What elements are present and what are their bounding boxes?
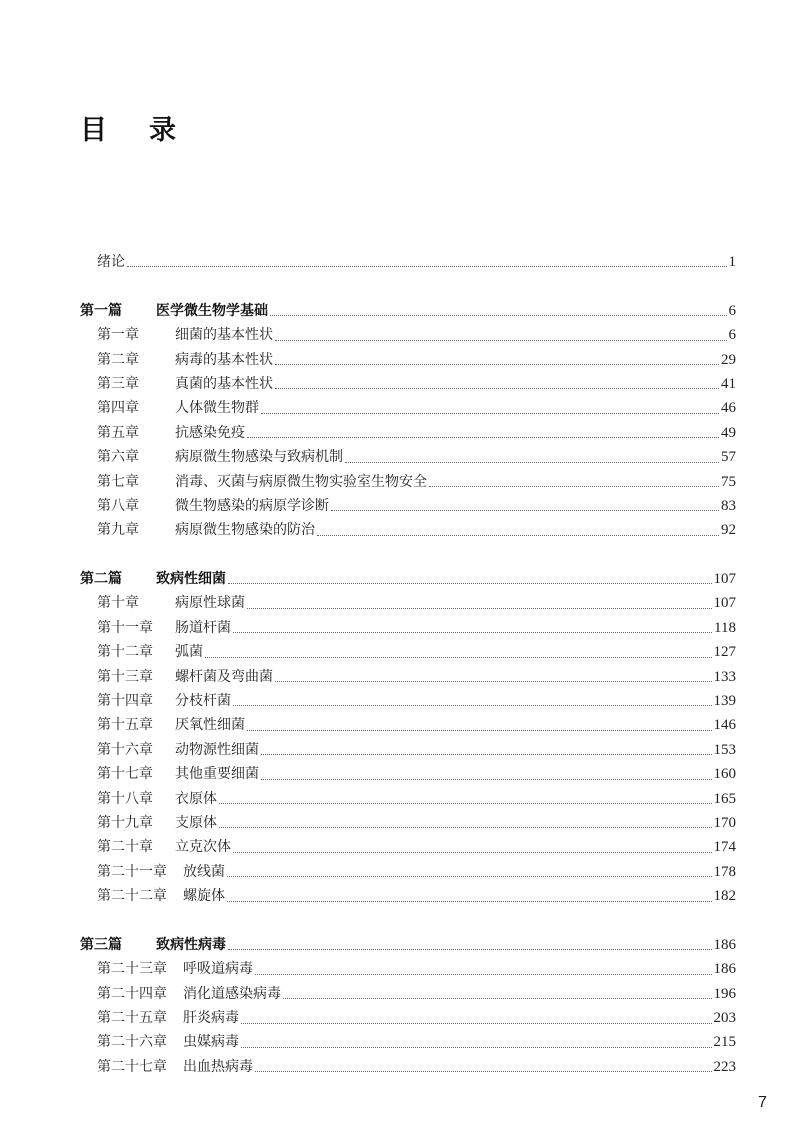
entry-title: 螺旋体 — [183, 888, 225, 905]
spacer — [80, 543, 736, 567]
toc-chapter[interactable] — [80, 738, 736, 762]
entry-label: 第一篇 — [80, 302, 122, 319]
entry-page: 139 — [713, 693, 736, 710]
dot-leader — [228, 949, 712, 950]
toc-chapter[interactable] — [80, 518, 736, 542]
toc-chapter[interactable] — [80, 982, 736, 1006]
entry-text — [97, 762, 259, 786]
dot-leader — [227, 876, 712, 877]
entry-page: 203 — [713, 1010, 736, 1027]
entry-text — [97, 445, 343, 469]
entry-text — [97, 396, 259, 420]
entry-label: 第六章 — [97, 449, 139, 466]
dot-leader — [261, 754, 712, 755]
toc-chapter[interactable] — [80, 1055, 736, 1079]
entry-label: 第三章 — [97, 375, 139, 392]
entry-page: 83 — [721, 497, 736, 514]
entry-text — [97, 494, 329, 518]
entry-page: 92 — [721, 522, 736, 539]
entry-label: 第十二章 — [97, 644, 153, 661]
entry-page: 223 — [713, 1058, 736, 1075]
entry-page: 107 — [713, 571, 736, 588]
dot-leader — [275, 388, 719, 389]
entry-label: 第十六章 — [97, 741, 153, 758]
entry-page: 160 — [713, 766, 736, 783]
entry-text — [97, 1006, 239, 1030]
entry-page: 215 — [713, 1034, 736, 1051]
dot-leader — [233, 705, 712, 706]
entry-title: 绪论 — [97, 253, 125, 270]
entry-text — [80, 933, 226, 957]
entry-label: 第二十一章 — [97, 863, 167, 880]
entry-page: 29 — [721, 351, 736, 368]
entry-text — [97, 982, 281, 1006]
entry-text — [97, 640, 203, 664]
entry-page: 6 — [728, 327, 736, 344]
entry-title: 其他重要细菌 — [175, 766, 259, 783]
entry-page: 49 — [721, 424, 736, 441]
toc-chapter[interactable] — [80, 762, 736, 786]
entry-title: 立克次体 — [175, 839, 231, 856]
entry-title: 呼吸道病毒 — [183, 961, 253, 978]
entry-label: 第二十六章 — [97, 1034, 167, 1051]
entry-title: 放线菌 — [183, 863, 225, 880]
table-of-contents — [80, 250, 736, 1079]
dot-leader — [241, 1023, 712, 1024]
entry-label: 第十四章 — [97, 693, 153, 710]
entry-text — [80, 299, 268, 323]
dot-leader — [227, 901, 712, 902]
entry-title: 支原体 — [175, 814, 217, 831]
entry-page: 146 — [713, 717, 736, 734]
toc-chapter[interactable] — [80, 957, 736, 981]
entry-text — [97, 1055, 253, 1079]
dot-leader — [205, 657, 712, 658]
toc-chapter[interactable] — [80, 421, 736, 445]
entry-label: 第九章 — [97, 522, 139, 539]
entry-title: 病毒的基本性状 — [175, 351, 273, 368]
entry-label: 第十八章 — [97, 790, 153, 807]
entry-page: 170 — [713, 814, 736, 831]
toc-chapter[interactable] — [80, 591, 736, 615]
dot-leader — [283, 998, 712, 999]
spacer — [80, 274, 736, 298]
entry-text — [97, 713, 245, 737]
entry-label: 第十一章 — [97, 619, 153, 636]
entry-title: 病原微生物感染的防治 — [175, 522, 315, 539]
dot-leader — [228, 583, 712, 584]
entry-label: 第四章 — [97, 400, 139, 417]
entry-page: 57 — [721, 449, 736, 466]
entry-title: 致病性细菌 — [156, 571, 226, 588]
toc-chapter[interactable] — [80, 494, 736, 518]
entry-page: 165 — [713, 790, 736, 807]
toc-chapter[interactable] — [80, 348, 736, 372]
entry-title: 人体微生物群 — [175, 400, 259, 417]
dot-leader — [241, 1047, 712, 1048]
toc-chapter[interactable] — [80, 811, 736, 835]
dot-leader — [255, 974, 712, 975]
entry-label: 第十五章 — [97, 717, 153, 734]
dot-leader — [247, 608, 712, 609]
entry-text — [97, 616, 231, 640]
entry-page: 107 — [713, 595, 736, 612]
entry-text — [97, 884, 225, 908]
entry-title: 分枝杆菌 — [175, 693, 231, 710]
toc-part[interactable] — [80, 933, 736, 957]
dot-leader — [345, 462, 719, 463]
entry-page: 127 — [713, 644, 736, 661]
entry-page: 6 — [728, 302, 736, 319]
entry-text — [97, 518, 315, 542]
entry-title: 弧菌 — [175, 644, 203, 661]
toc-chapter[interactable] — [80, 1031, 736, 1055]
toc-part[interactable] — [80, 299, 736, 323]
dot-leader — [275, 364, 719, 365]
toc-chapter[interactable] — [80, 665, 736, 689]
entry-label: 第二十七章 — [97, 1058, 167, 1075]
entry-page: 178 — [713, 863, 736, 880]
entry-label: 第一章 — [97, 327, 139, 344]
entry-title: 厌氧性细菌 — [175, 717, 245, 734]
entry-text — [97, 591, 245, 615]
entry-label: 第十七章 — [97, 766, 153, 783]
entry-title: 螺杆菌及弯曲菌 — [175, 668, 273, 685]
entry-text — [97, 323, 273, 347]
dot-leader — [255, 1071, 712, 1072]
entry-text — [97, 738, 259, 762]
toc-chapter[interactable] — [80, 1006, 736, 1030]
entry-text — [97, 835, 231, 859]
toc-chapter[interactable] — [80, 396, 736, 420]
entry-title: 医学微生物学基础 — [156, 302, 268, 319]
entry-label: 第十章 — [97, 595, 139, 612]
dot-leader — [270, 315, 727, 316]
entry-title: 肠道杆菌 — [175, 619, 231, 636]
entry-text — [97, 787, 217, 811]
spacer — [80, 909, 736, 933]
entry-text — [97, 421, 245, 445]
dot-leader — [219, 827, 712, 828]
entry-page: 1 — [728, 253, 736, 270]
entry-title: 真菌的基本性状 — [175, 375, 273, 392]
entry-text — [97, 957, 253, 981]
dot-leader — [261, 413, 719, 414]
entry-page: 118 — [714, 619, 736, 636]
entry-title: 病原微生物感染与致病机制 — [175, 449, 343, 466]
page-title-left: 目 — [80, 115, 107, 146]
entry-label: 第二十三章 — [97, 961, 167, 978]
entry-page: 153 — [713, 741, 736, 758]
entry-page: 75 — [721, 473, 736, 490]
entry-text — [97, 860, 225, 884]
entry-label: 第二十四章 — [97, 985, 167, 1002]
entry-label: 第十三章 — [97, 668, 153, 685]
entry-label: 第三篇 — [80, 936, 122, 953]
toc-chapter[interactable] — [80, 616, 736, 640]
dot-leader — [247, 437, 719, 438]
toc-chapter[interactable] — [80, 640, 736, 664]
entry-title: 虫媒病毒 — [183, 1034, 239, 1051]
entry-title: 动物源性细菌 — [175, 741, 259, 758]
entry-page: 186 — [713, 936, 736, 953]
toc-chapter[interactable] — [80, 860, 736, 884]
entry-title: 肝炎病毒 — [183, 1010, 239, 1027]
toc-chapter[interactable] — [80, 372, 736, 396]
dot-leader — [219, 803, 712, 804]
entry-label: 第二章 — [97, 351, 139, 368]
entry-page: 133 — [713, 668, 736, 685]
entry-page: 182 — [713, 888, 736, 905]
entry-label: 第十九章 — [97, 814, 153, 831]
toc-chapter[interactable] — [80, 689, 736, 713]
entry-label: 第八章 — [97, 497, 139, 514]
entry-label: 第七章 — [97, 473, 139, 490]
entry-title: 致病性病毒 — [156, 936, 226, 953]
toc-chapter[interactable] — [80, 787, 736, 811]
entry-label: 第二篇 — [80, 571, 122, 588]
dot-leader — [429, 486, 719, 487]
entry-text — [97, 689, 231, 713]
entry-page: 46 — [721, 400, 736, 417]
entry-title: 微生物感染的病原学诊断 — [175, 497, 329, 514]
entry-page: 186 — [713, 961, 736, 978]
toc-part[interactable] — [80, 567, 736, 591]
dot-leader — [275, 681, 712, 682]
page-title — [80, 108, 176, 147]
entry-title: 细菌的基本性状 — [175, 327, 273, 344]
entry-title: 病原性球菌 — [175, 595, 245, 612]
entry-text — [97, 811, 217, 835]
toc-chapter[interactable] — [80, 835, 736, 859]
toc-chapter[interactable] — [80, 323, 736, 347]
toc-chapter[interactable] — [80, 445, 736, 469]
dot-leader — [247, 730, 712, 731]
dot-leader — [317, 535, 719, 536]
dot-leader — [275, 340, 727, 341]
entry-text — [97, 1030, 239, 1054]
page-number: 7 — [758, 1094, 767, 1111]
entry-label: 第二十章 — [97, 839, 153, 856]
dot-leader — [233, 632, 712, 633]
entry-label: 第五章 — [97, 424, 139, 441]
entry-title: 出血热病毒 — [183, 1058, 253, 1075]
entry-label: 第二十二章 — [97, 888, 167, 905]
entry-text — [97, 470, 427, 494]
entry-title: 抗感染免疫 — [175, 424, 245, 441]
entry-text — [97, 665, 273, 689]
dot-leader — [331, 510, 719, 511]
toc-chapter[interactable] — [80, 470, 736, 494]
toc-chapter[interactable] — [80, 884, 736, 908]
toc-entry-intro[interactable] — [80, 250, 736, 274]
dot-leader — [261, 779, 712, 780]
toc-chapter[interactable] — [80, 713, 736, 737]
entry-page: 174 — [713, 839, 736, 856]
page-title-right: 录 — [149, 115, 176, 146]
entry-page: 196 — [713, 985, 736, 1002]
dot-leader — [127, 266, 727, 267]
entry-label: 第二十五章 — [97, 1010, 167, 1027]
entry-title: 消毒、灭菌与病原微生物实验室生物安全 — [175, 473, 427, 490]
entry-text — [97, 348, 273, 372]
entry-text — [80, 567, 226, 591]
entry-text — [97, 372, 273, 396]
entry-page: 41 — [721, 375, 736, 392]
entry-title: 消化道感染病毒 — [183, 985, 281, 1002]
dot-leader — [233, 852, 712, 853]
entry-title: 衣原体 — [175, 790, 217, 807]
